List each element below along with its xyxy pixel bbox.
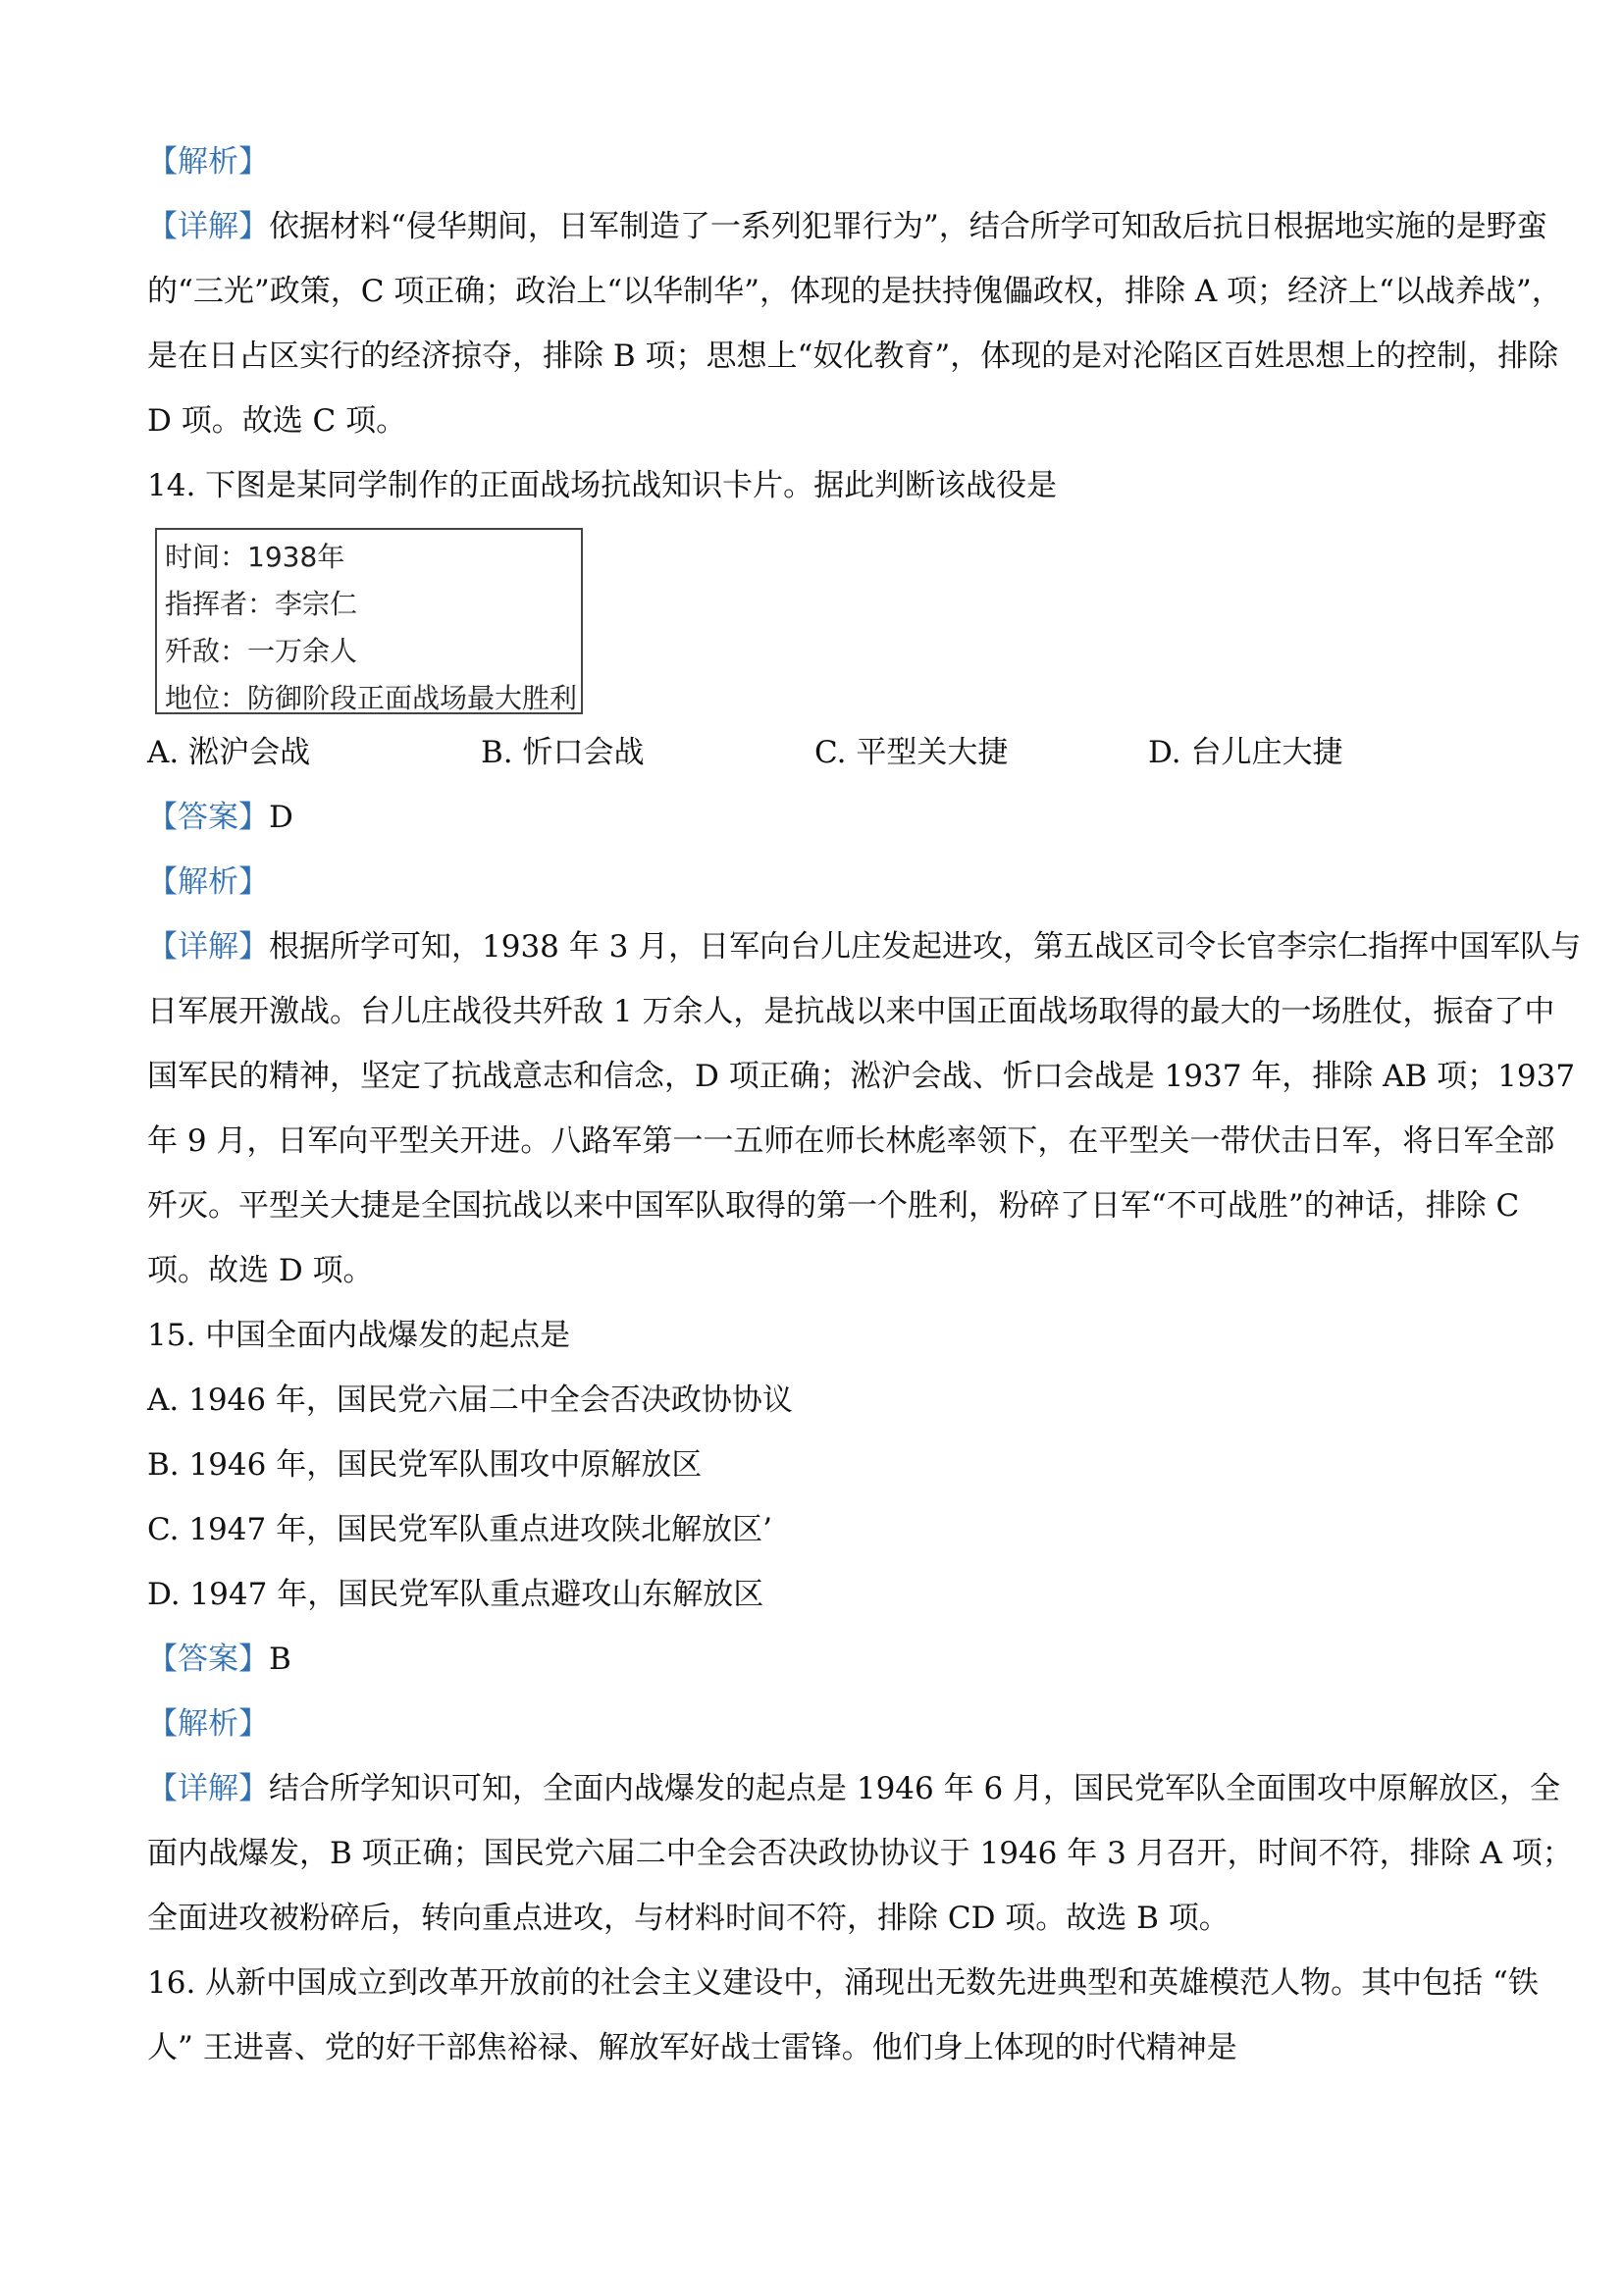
q13-detail-line: 的“三光”政策，C 项正确；政治上“以华制华”，体现的是扶持傀儡政权，排除 A 项；经济上“以战养战”， <box>147 274 1562 309</box>
card-status: 地位：防御阶段正面战场最大胜利 <box>165 682 578 714</box>
q13-detail-line: D 项。故选 C 项。 <box>147 403 407 439</box>
card-time: 时间：1938年 <box>165 541 345 573</box>
q14-detail-line: 日军展开激战。台儿庄战役共歼敌 1 万余人，是抗战以来中国正面战场取得的最大的一场胜仗，振奋了中 <box>147 994 1555 1029</box>
card-commander: 指挥者：李宗仁 <box>165 588 358 620</box>
q14-stem: 14. 下图是某同学制作的正面战场抗战知识卡片。据此判断该战役是 <box>147 468 1058 503</box>
q15-option-a: A. 1946 年，国民党六届二中全会否决政协协议 <box>147 1383 793 1418</box>
document-page <box>147 130 1582 2080</box>
option-a: A. 淞沪会战 <box>147 735 311 770</box>
detail-tag: 【详解】 <box>147 209 269 244</box>
q15-stem: 15. 中国全面内战爆发的起点是 <box>147 1318 571 1353</box>
q14-answer: 【答案】D <box>147 800 293 835</box>
option-c: C. 平型关大捷 <box>814 735 1009 770</box>
q16-stem: 16. 从新中国成立到改革开放前的社会主义建设中，涌现出无数先进典型和英雄模范人物。其中包括 “铁 <box>147 1965 1539 2001</box>
q15-option-b: B. 1946 年，国民党军队围攻中原解放区 <box>147 1447 703 1483</box>
q15-detail-line: 全面进攻被粉碎后，转向重点进攻，与材料时间不符，排除 CD 项。故选 B 项。 <box>147 1901 1230 1936</box>
option-b: B. 忻口会战 <box>481 735 645 770</box>
q16-stem: 人” 王进喜、党的好干部焦裕禄、解放军好战士雷锋。他们身上体现的时代精神是 <box>147 2030 1237 2065</box>
q14-detail-line: 【详解】根据所学可知，1938 年 3 月，日军向台儿庄发起进攻，第五战区司令长官李宗仁指挥中国军队与 <box>147 929 1582 965</box>
q14-detail-line: 歼灭。平型关大捷是全国抗战以来中国军队取得的第一个胜利，粉碎了日军“不可战胜”的神话，排除 C <box>147 1188 1520 1224</box>
q14-detail-line: 国军民的精神，坚定了抗战意志和信念，D 项正确；淞沪会战、忻口会战是 1937 年，排除 AB 项；1937 <box>147 1059 1576 1094</box>
analysis-heading: 【解析】 <box>147 864 269 900</box>
knowledge-card <box>155 528 583 714</box>
card-enemy-killed: 歼敌：一万余人 <box>165 635 358 667</box>
detail-tag: 【详解】 <box>147 929 269 965</box>
q15-option-c: C. 1947 年，国民党军队重点进攻陕北解放区’ <box>147 1512 772 1547</box>
option-d: D. 台儿庄大捷 <box>1148 735 1343 770</box>
q15-detail-line: 【详解】结合所学知识可知，全面内战爆发的起点是 1946 年 6 月，国民党军队全面围攻中原解放区，全 <box>147 1771 1561 1806</box>
q15-answer: 【答案】B <box>147 1642 291 1677</box>
q14-detail-line: 年 9 月，日军向平型关开进。八路军第一一五师在师长林彪率领下，在平型关一带伏击日军，将日军全部 <box>147 1123 1555 1159</box>
q15-option-d: D. 1947 年，国民党军队重点避攻山东解放区 <box>147 1577 764 1612</box>
q13-detail-line: 是在日占区实行的经济掠夺，排除 B 项；思想上“奴化教育”，体现的是对沦陷区百姓思想上的控制，排除 <box>147 339 1559 374</box>
q14-options <box>147 720 1482 785</box>
q13-detail-line: 【详解】依据材料“侵华期间，日军制造了一系列犯罪行为”，结合所学可知敌后抗日根据地实施的是野蛮 <box>147 209 1547 244</box>
q14-detail-line: 项。故选 D 项。 <box>147 1253 374 1288</box>
q15-detail-line: 面内战爆发，B 项正确；国民党六届二中全会否决政协协议于 1946 年 3 月召开，时间不符，排除 A 项； <box>147 1836 1573 1871</box>
analysis-heading: 【解析】 <box>147 144 269 180</box>
detail-tag: 【详解】 <box>147 1771 269 1806</box>
analysis-heading: 【解析】 <box>147 1706 269 1742</box>
